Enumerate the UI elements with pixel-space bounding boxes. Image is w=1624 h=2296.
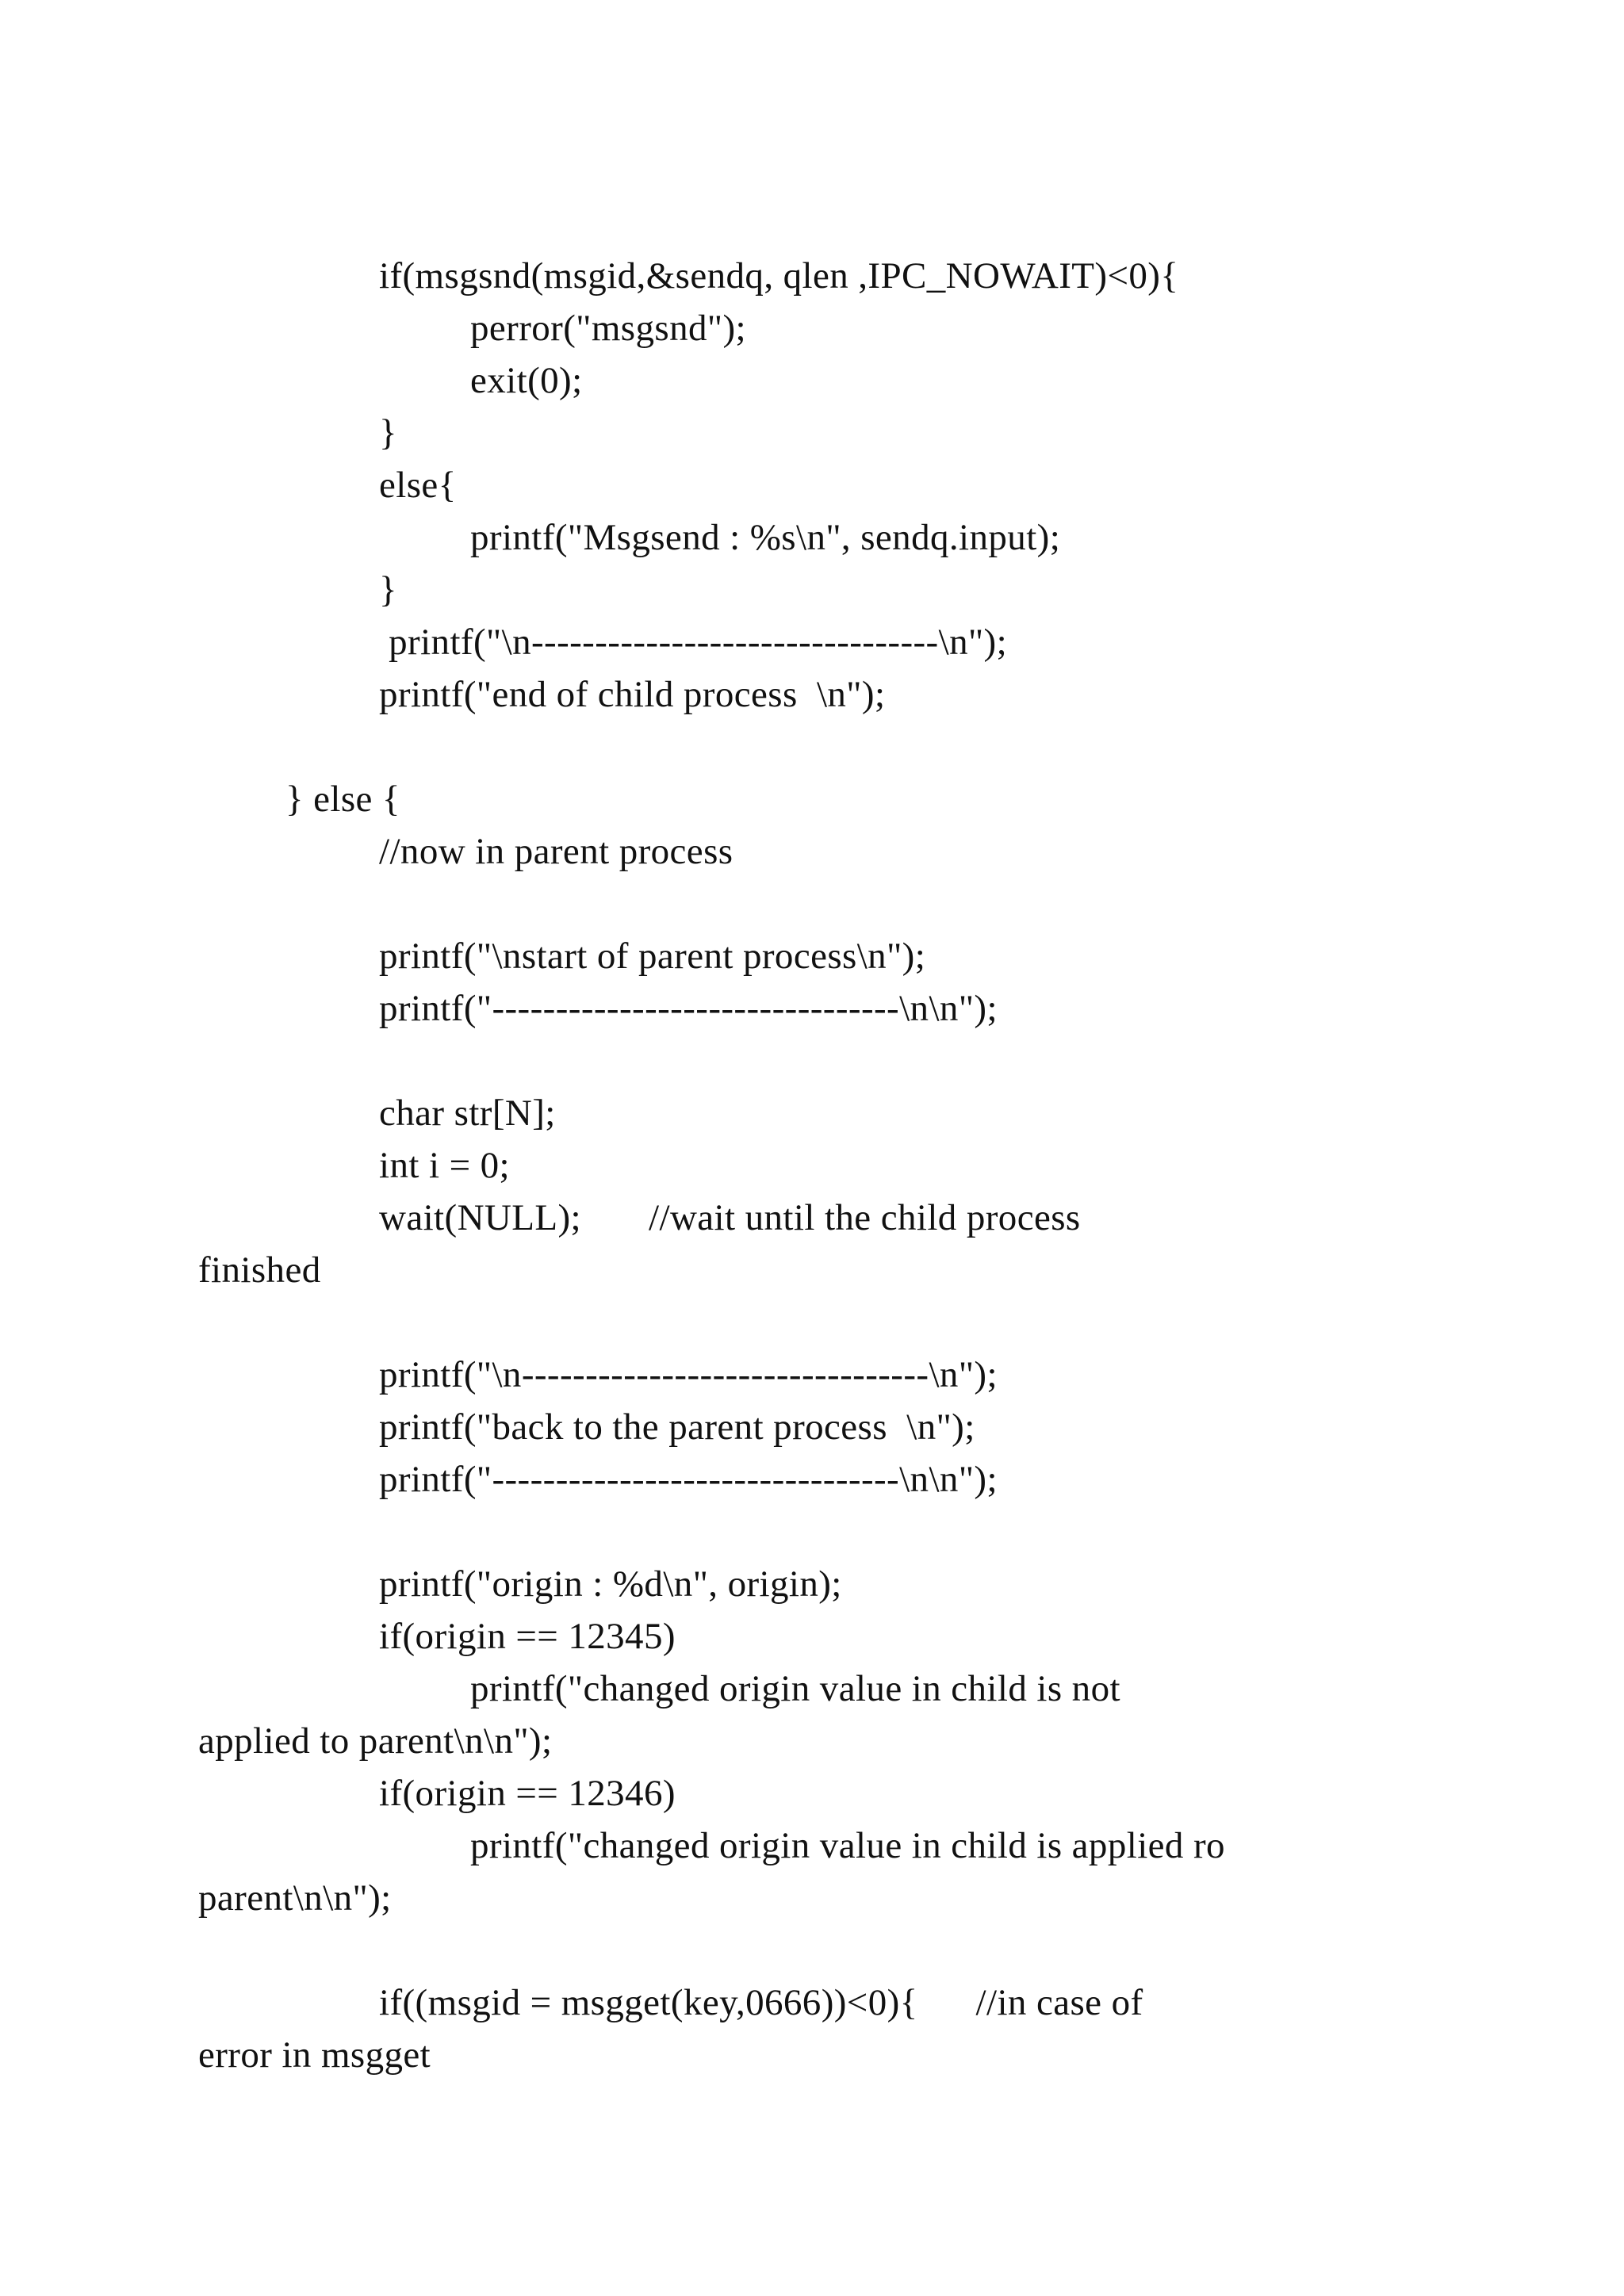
code-line: printf("\nstart of parent process\n"); [379,936,926,977]
code-line: } [379,569,397,610]
code-line: printf("--------------------------------\n\n"); [379,1459,998,1500]
code-line: parent\n\n"); [198,1877,392,1919]
code-line: if(origin == 12345) [379,1616,676,1657]
code-line: printf("back to the parent process \n"); [379,1406,975,1448]
code-line: } else { [285,779,400,820]
code-line: if(origin == 12346) [379,1773,676,1814]
code-line: printf("Msgsend : %s\n", sendq.input); [470,517,1061,558]
code-line: finished [198,1249,321,1291]
code-line: applied to parent\n\n"); [198,1720,553,1762]
code-line: char str[N]; [379,1093,556,1134]
code-line: if((msgid = msgget(key,0666))<0){ //in case of [379,1982,1143,2023]
code-line: printf("changed origin value in child is not [470,1668,1120,1709]
code-line: printf("--------------------------------\n\n"); [379,988,998,1029]
code-line: printf("changed origin value in child is applied ro [470,1825,1225,1866]
code-line: printf("\n--------------------------------\n"); [379,622,1008,663]
code-line: if(msgsnd(msgid,&sendq, qlen ,IPC_NOWAIT)<0){ [379,255,1179,297]
code-line: exit(0); [470,360,583,401]
code-line: //now in parent process [379,831,733,872]
code-line: printf("\n--------------------------------\n"); [379,1354,998,1395]
code-line: error in msgget [198,2034,431,2076]
code-line: int i = 0; [379,1145,510,1186]
code-line: perror("msgsnd"); [470,308,746,349]
code-line: else{ [379,465,457,506]
code-line: } [379,412,397,453]
code-line: printf("end of child process \n"); [379,674,886,715]
code-line: wait(NULL); //wait until the child process [379,1197,1081,1238]
code-line: printf("origin : %d\n", origin); [379,1563,842,1605]
